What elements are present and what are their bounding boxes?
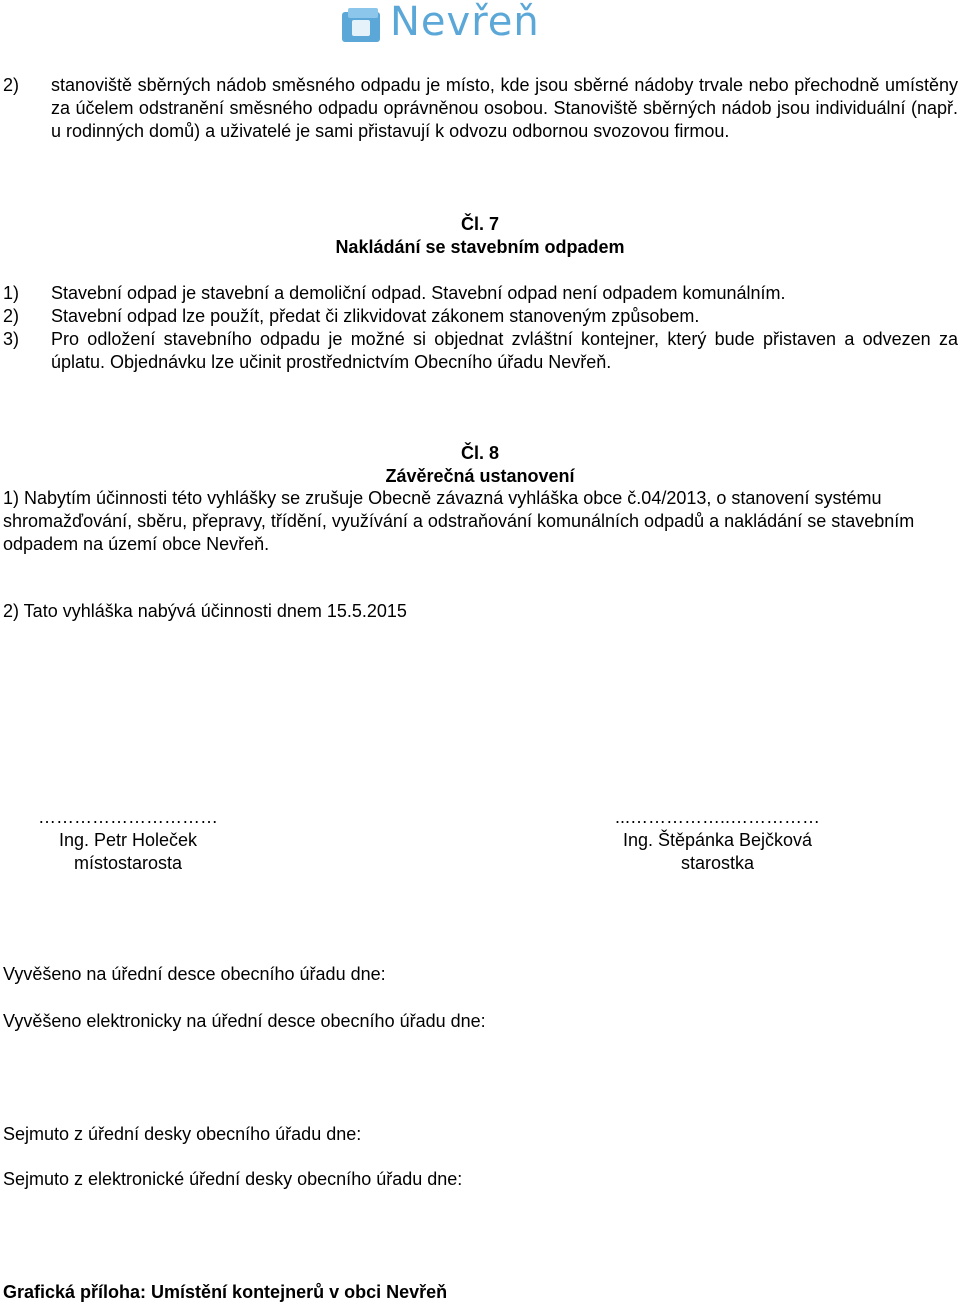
item-text: stanoviště sběrných nádob směsného odpadu je místo, kde jsou sběrné nádoby trvale nebo přechodně umístěny za účelem odstranění směsného odpadu oprávněnou osobou. Stanoviště sběrných nádob jsou individuální (např. u rodinných domů) a uživatelé je sami přistavují k odvozu odbornou svozovou firmou. <box>51 75 958 141</box>
item-number: 1) <box>3 283 20 303</box>
municipality-logo <box>340 2 550 46</box>
signatory-role: starostka <box>680 853 755 873</box>
signatory-name: Ing. Petr Holeček <box>58 830 198 850</box>
item-number: 2) <box>3 306 20 326</box>
ice-block-icon <box>340 6 384 46</box>
signatory-name: Ing. Štěpánka Bejčková <box>622 830 813 850</box>
posted-board-notice: Vyvěšeno na úřední desce obecního úřadu dne: <box>3 964 386 984</box>
logo-text: Nevřeň <box>390 0 540 45</box>
removed-board-notice: Sejmuto z úřední desky obecního úřadu dne: <box>3 1124 362 1144</box>
item-text: Stavební odpad je stavební a demoliční odpad. Stavební odpad není odpadem komunálním. <box>51 283 786 303</box>
article7-title: Nakládání se stavebním odpadem <box>335 237 625 257</box>
article7-heading: Čl. 7 <box>460 214 499 234</box>
signature-left <box>18 806 238 875</box>
article8-heading: Čl. 8 <box>460 443 499 463</box>
attachment-note: Grafická příloha: Umístění kontejnerů v obci Nevřeň <box>3 1282 448 1302</box>
signatory-role: místostarosta <box>73 853 183 873</box>
article8-paragraph-2: 2) Tato vyhláška nabývá účinnosti dnem 15.5.2015 <box>3 601 407 621</box>
signature-right <box>580 806 855 875</box>
posted-electronic-notice: Vyvěšeno elektronicky na úřední desce obecního úřadu dne: <box>3 1011 486 1031</box>
signature-line: ………………………… <box>38 807 218 827</box>
item-text: Stavební odpad lze použít, předat či zlikvidovat zákonem stanoveným způsobem. <box>51 306 700 326</box>
item-number: 2) <box>3 75 20 95</box>
article8-paragraph-1: 1) Nabytím účinnosti této vyhlášky se zrušuje Obecně závazná vyhláška obce č.04/2013, o stanovení systému shromažďování, sběru, přepravy, třídění, využívání a odstraňování komunálních odpadů a nakládání se stavebním odpadem na území obce Nevřeň. <box>3 488 915 554</box>
removed-electronic-notice: Sejmuto z elektronické úřední desky obecního úřadu dne: <box>3 1169 463 1189</box>
item-text: Pro odložení stavebního odpadu je možné si objednat zvláštní kontejner, který bude přistaven a odvezen za úplatu. Objednávku lze učinit prostřednictvím Obecního úřadu Nevřeň. <box>51 329 958 372</box>
item-number: 3) <box>3 329 20 349</box>
signature-line: ...……………..…………… <box>614 807 820 827</box>
article8-title: Závěrečná ustanovení <box>385 466 575 486</box>
